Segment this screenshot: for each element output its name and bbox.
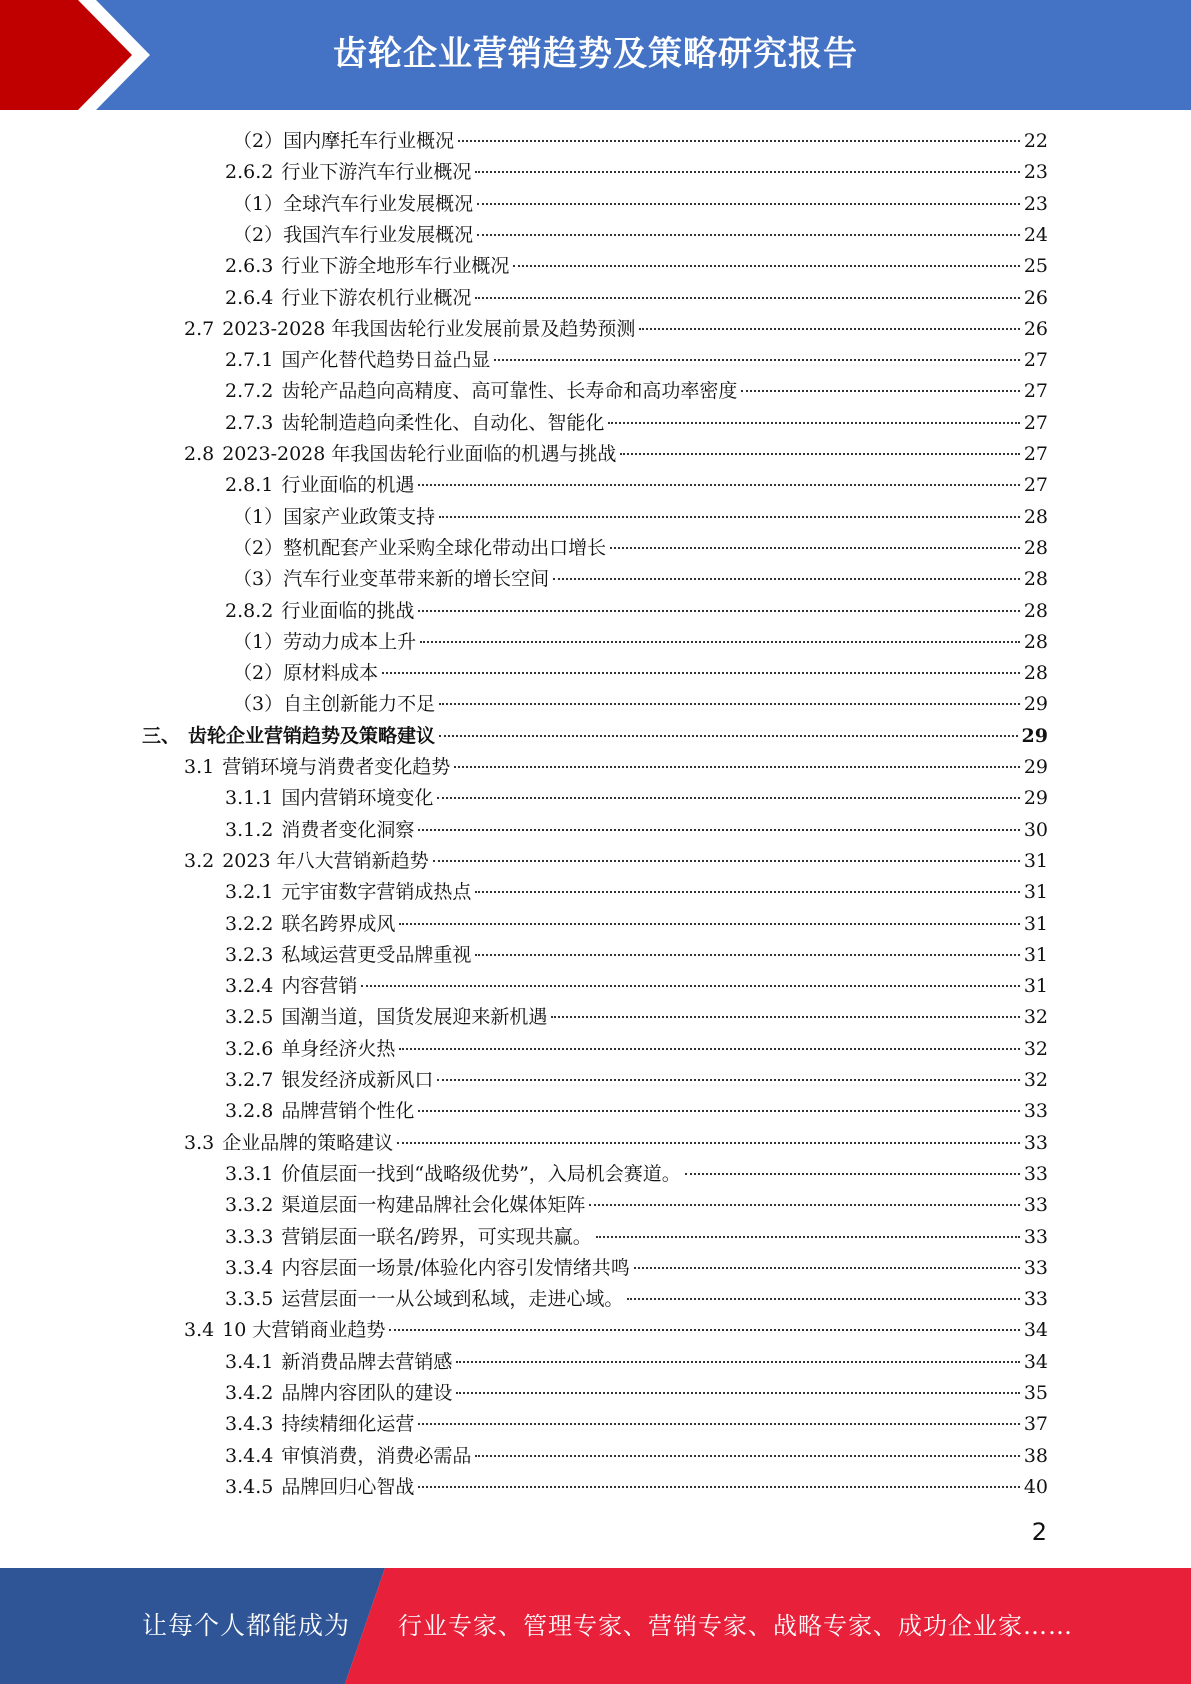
toc-entry[interactable] bbox=[184, 752, 1048, 783]
toc-entry-number: （2） bbox=[233, 662, 284, 685]
toc-entry[interactable] bbox=[225, 783, 1048, 814]
toc-entry-page: 33 bbox=[1023, 1288, 1048, 1311]
toc-dot-leader bbox=[608, 422, 1019, 424]
toc-entry-page: 26 bbox=[1023, 286, 1048, 309]
toc-entry-title: 自主创新能力不足 bbox=[283, 693, 436, 716]
toc-entry-number: （2） bbox=[233, 130, 284, 152]
toc-entry-page: 27 bbox=[1023, 349, 1048, 372]
toc-dot-leader bbox=[513, 265, 1019, 267]
toc-entry[interactable] bbox=[184, 1315, 1048, 1346]
toc-entry-title: 营销层面一联名/跨界，可实现共赢。 bbox=[281, 1225, 592, 1248]
toc-entry-number: （1） bbox=[233, 630, 284, 653]
toc-dot-leader bbox=[420, 641, 1020, 643]
toc-entry[interactable] bbox=[225, 596, 1048, 627]
toc-entry[interactable] bbox=[233, 126, 1048, 157]
toc-entry-page: 29 bbox=[1023, 693, 1048, 716]
toc-entry[interactable] bbox=[233, 564, 1048, 595]
toc-entry-number: 3.1.2 bbox=[225, 818, 274, 841]
toc-entry-title: 品牌营销个性化 bbox=[281, 1100, 415, 1123]
toc-entry-number: 3.4.4 bbox=[225, 1444, 274, 1467]
toc-entry[interactable] bbox=[225, 1347, 1048, 1378]
toc-dot-leader bbox=[458, 140, 1020, 142]
toc-dot-leader bbox=[627, 1298, 1019, 1300]
toc-entry-page: 31 bbox=[1023, 943, 1048, 966]
toc-entry-number: 3.2.2 bbox=[225, 912, 274, 935]
toc-dot-leader bbox=[475, 297, 1019, 299]
toc-dot-leader bbox=[399, 1048, 1019, 1050]
toc-entry-title: 行业面临的机遇 bbox=[281, 474, 415, 497]
toc-entry-title: 新消费品牌去营销感 bbox=[281, 1350, 453, 1373]
toc-entry-title: 元宇宙数字营销成热点 bbox=[281, 881, 472, 904]
toc-entry[interactable] bbox=[225, 251, 1048, 282]
toc-entry-number: （3） bbox=[233, 568, 284, 591]
toc-dot-leader bbox=[620, 453, 1019, 455]
toc-entry-title: 品牌内容团队的建设 bbox=[281, 1382, 453, 1404]
toc-entry-title: 2023-2028 年我国齿轮行业发展前景及趋势预测 bbox=[222, 317, 636, 340]
toc-entry-title: 品牌回归心智战 bbox=[281, 1475, 415, 1498]
toc-dot-leader bbox=[361, 985, 1019, 987]
toc-entry[interactable] bbox=[225, 1441, 1048, 1472]
toc-entry[interactable] bbox=[225, 283, 1048, 314]
toc-dot-leader bbox=[418, 1486, 1019, 1488]
toc-entry[interactable] bbox=[225, 408, 1048, 439]
toc-dot-leader bbox=[456, 1392, 1019, 1394]
toc-dot-leader bbox=[433, 860, 1020, 862]
toc-entry-number: 3.3.4 bbox=[225, 1256, 274, 1279]
toc-entry-number: 2.6.3 bbox=[225, 255, 274, 278]
toc-entry-title: 价值层面一找到“战略级优势”，入局机会赛道。 bbox=[281, 1162, 681, 1185]
toc-dot-leader bbox=[551, 1016, 1019, 1018]
toc-entry[interactable] bbox=[225, 470, 1048, 501]
toc-entry-number: 2.8 bbox=[184, 443, 215, 465]
toc-entry[interactable] bbox=[142, 721, 1048, 752]
toc-entry[interactable] bbox=[233, 658, 1048, 689]
toc-entry[interactable] bbox=[225, 1190, 1048, 1221]
toc-entry[interactable] bbox=[233, 189, 1048, 220]
toc-entry-page: 29 bbox=[1023, 787, 1048, 810]
toc-entry[interactable] bbox=[225, 376, 1048, 407]
toc-dot-leader bbox=[418, 610, 1019, 612]
toc-entry-title: 审慎消费，消费必需品 bbox=[281, 1444, 472, 1467]
toc-dot-leader bbox=[418, 484, 1019, 486]
toc-entry-page: 28 bbox=[1023, 505, 1048, 528]
toc-entry-title: 齿轮企业营销趋势及策略建议 bbox=[188, 724, 436, 747]
toc-dot-leader bbox=[456, 1361, 1019, 1363]
toc-entry-page: 28 bbox=[1023, 536, 1048, 559]
toc-entry-page: 33 bbox=[1023, 1100, 1048, 1123]
toc-entry-number: 3.4.5 bbox=[225, 1475, 274, 1498]
toc-entry-number: 3.3 bbox=[184, 1131, 215, 1154]
toc-entry-title: 营销环境与消费者变化趋势 bbox=[222, 756, 451, 778]
toc-dot-leader bbox=[382, 672, 1020, 674]
toc-entry-number: 2.6.4 bbox=[225, 286, 274, 309]
toc-entry-number: 3.4.2 bbox=[225, 1382, 274, 1404]
toc-entry-title: 国内摩托车行业概况 bbox=[283, 130, 455, 152]
toc-entry[interactable] bbox=[225, 1253, 1048, 1284]
toc-entry-number: 3.3.2 bbox=[225, 1194, 274, 1217]
toc-entry-title: 企业品牌的策略建议 bbox=[222, 1131, 394, 1154]
toc-dot-leader bbox=[475, 1455, 1019, 1457]
page-footer bbox=[0, 1568, 1191, 1684]
toc-entry-title: 渠道层面一构建品牌社会化媒体矩阵 bbox=[281, 1194, 586, 1217]
toc-entry-page: 33 bbox=[1023, 1256, 1048, 1279]
toc-entry-number: 2.8.2 bbox=[225, 599, 274, 622]
toc-entry-number: 3.2.4 bbox=[225, 975, 274, 998]
toc-entry-number: 3.2.1 bbox=[225, 881, 274, 904]
toc-dot-leader bbox=[418, 1110, 1019, 1112]
toc-entry-title: 国内营销环境变化 bbox=[281, 787, 434, 810]
toc-entry-title: 汽车行业变革带来新的增长空间 bbox=[283, 568, 550, 591]
toc-entry-number: （3） bbox=[233, 693, 284, 716]
toc-entry[interactable] bbox=[225, 815, 1048, 846]
toc-entry[interactable] bbox=[233, 533, 1048, 564]
toc-entry[interactable] bbox=[233, 220, 1048, 251]
toc-entry-page: 37 bbox=[1023, 1413, 1048, 1436]
toc-dot-leader bbox=[437, 797, 1019, 799]
toc-dot-leader bbox=[494, 359, 1019, 361]
toc-dot-leader bbox=[553, 578, 1020, 580]
toc-entry-number: 3.2.8 bbox=[225, 1100, 274, 1123]
toc-dot-leader bbox=[399, 923, 1019, 925]
toc-entry-page: 22 bbox=[1023, 130, 1048, 152]
toc-entry-title: 我国汽车行业发展概况 bbox=[283, 223, 474, 246]
toc-entry[interactable] bbox=[225, 1472, 1048, 1503]
toc-entry-page: 29 bbox=[1023, 756, 1048, 778]
toc-entry-number: 2.7.2 bbox=[225, 380, 274, 403]
toc-dot-leader bbox=[397, 1142, 1020, 1144]
toc-entry-number: 3.1.1 bbox=[225, 787, 274, 810]
toc-entry[interactable] bbox=[184, 314, 1048, 345]
toc-entry[interactable] bbox=[225, 1096, 1048, 1127]
toc-entry-number: 2.8.1 bbox=[225, 474, 274, 497]
toc-entry-page: 26 bbox=[1023, 317, 1048, 340]
toc-entry[interactable] bbox=[225, 345, 1048, 376]
toc-dot-leader bbox=[639, 328, 1019, 330]
toc-entry-page: 23 bbox=[1023, 161, 1048, 184]
toc-dot-leader bbox=[475, 891, 1019, 893]
toc-entry-page: 40 bbox=[1023, 1475, 1048, 1498]
toc-entry-number: 2.7.3 bbox=[225, 411, 274, 434]
toc-dot-leader bbox=[389, 1329, 1019, 1331]
toc-dot-leader bbox=[741, 390, 1019, 392]
toc-entry-page: 35 bbox=[1023, 1382, 1048, 1404]
toc-entry-page: 27 bbox=[1023, 411, 1048, 434]
toc-entry-title: 运营层面一一从公域到私域，走进心域。 bbox=[281, 1288, 624, 1311]
toc-entry-page: 31 bbox=[1023, 912, 1048, 935]
toc-entry-title: 单身经济火热 bbox=[281, 1037, 396, 1060]
toc-entry-page: 33 bbox=[1023, 1225, 1048, 1248]
toc-entry-page: 27 bbox=[1023, 443, 1048, 465]
toc-entry-title: 全球汽车行业发展概况 bbox=[283, 192, 474, 215]
toc-entry-page: 28 bbox=[1023, 662, 1048, 685]
toc-entry[interactable] bbox=[225, 877, 1048, 908]
toc-entry-number: 2.6.2 bbox=[225, 161, 274, 184]
toc-entry[interactable] bbox=[184, 846, 1048, 877]
toc-entry[interactable] bbox=[225, 1002, 1048, 1033]
toc-entry-title: 行业下游汽车行业概况 bbox=[281, 161, 472, 184]
toc-entry-page: 24 bbox=[1023, 223, 1048, 246]
toc-entry-title: 整机配套产业采购全球化带动出口增长 bbox=[283, 536, 607, 559]
toc-entry-page: 30 bbox=[1023, 818, 1048, 841]
toc-entry[interactable] bbox=[233, 627, 1048, 658]
toc-dot-leader bbox=[437, 1079, 1019, 1081]
toc-entry-page: 33 bbox=[1023, 1162, 1048, 1185]
toc-entry-title: 2023 年八大营销新趋势 bbox=[222, 849, 429, 872]
toc-entry[interactable] bbox=[225, 1034, 1048, 1065]
toc-entry-number: 3.4 bbox=[184, 1319, 215, 1342]
toc-entry-number: 2.7.1 bbox=[225, 349, 274, 372]
toc-dot-leader bbox=[610, 547, 1020, 549]
toc-entry[interactable] bbox=[233, 689, 1048, 720]
toc-entry-title: 银发经济成新风口 bbox=[281, 1069, 434, 1091]
toc-entry-title: 消费者变化洞察 bbox=[281, 818, 415, 841]
toc-entry-page: 31 bbox=[1023, 849, 1048, 872]
toc-entry-page: 27 bbox=[1023, 380, 1048, 403]
toc-dot-leader bbox=[596, 1236, 1020, 1238]
toc-entry-page: 25 bbox=[1023, 255, 1048, 278]
toc-entry-number: 三、 bbox=[142, 724, 181, 747]
toc-entry-page: 29 bbox=[1021, 724, 1048, 747]
toc-entry-page: 31 bbox=[1023, 881, 1048, 904]
toc-entry-title: 行业下游全地形车行业概况 bbox=[281, 255, 510, 278]
toc-entry-page: 32 bbox=[1023, 1069, 1048, 1091]
toc-entry-title: 原材料成本 bbox=[283, 662, 379, 685]
toc-dot-leader bbox=[477, 234, 1020, 236]
toc-entry[interactable] bbox=[225, 1378, 1048, 1409]
toc-entry-number: 3.3.1 bbox=[225, 1162, 274, 1185]
page-header bbox=[0, 0, 1191, 110]
toc-entry-number: 3.2.5 bbox=[225, 1006, 274, 1029]
toc-entry-page: 31 bbox=[1023, 975, 1048, 998]
toc-dot-leader bbox=[477, 203, 1020, 205]
toc-entry-number: 3.1 bbox=[184, 756, 215, 778]
toc-dot-leader bbox=[439, 516, 1020, 518]
toc-entry-title: 国家产业政策支持 bbox=[283, 505, 436, 528]
toc-dot-leader bbox=[634, 1267, 1020, 1269]
toc-dot-leader bbox=[418, 829, 1019, 831]
toc-entry-number: （2） bbox=[233, 223, 284, 246]
toc-entry[interactable] bbox=[225, 971, 1048, 1002]
toc-dot-leader bbox=[439, 703, 1020, 705]
toc-entry-page: 38 bbox=[1023, 1444, 1048, 1467]
toc-dot-leader bbox=[589, 1204, 1019, 1206]
page-number: 2 bbox=[1031, 1518, 1047, 1546]
toc-entry-page: 34 bbox=[1023, 1319, 1048, 1342]
toc-entry-title: 私域运营更受品牌重视 bbox=[281, 943, 472, 966]
toc-entry-number: 3.2.7 bbox=[225, 1069, 274, 1091]
toc-entry-page: 23 bbox=[1023, 192, 1048, 215]
toc-entry-number: 3.3.3 bbox=[225, 1225, 274, 1248]
toc-dot-leader bbox=[418, 1423, 1019, 1425]
toc-entry-title: 10 大营销商业趋势 bbox=[222, 1319, 386, 1342]
toc-entry-title: 内容层面一场景/体验化内容引发情绪共鸣 bbox=[281, 1256, 630, 1279]
toc-entry-page: 34 bbox=[1023, 1350, 1048, 1373]
toc-entry-number: 2.7 bbox=[184, 317, 215, 340]
toc-entry-title: 2023-2028 年我国齿轮行业面临的机遇与挑战 bbox=[222, 443, 617, 465]
report-title: 齿轮企业营销趋势及策略研究报告 bbox=[333, 34, 858, 74]
toc-entry[interactable] bbox=[233, 502, 1048, 533]
toc-entry[interactable] bbox=[225, 1065, 1048, 1096]
toc-entry-title: 内容营销 bbox=[281, 975, 358, 998]
footer-slogan-left: 让每个人都能成为 bbox=[142, 1611, 351, 1640]
toc-entry-number: （1） bbox=[233, 192, 284, 215]
toc-entry-page: 32 bbox=[1023, 1037, 1048, 1060]
toc-entry-page: 33 bbox=[1023, 1131, 1048, 1154]
toc-entry[interactable] bbox=[184, 1128, 1048, 1159]
toc-entry-title: 劳动力成本上升 bbox=[283, 630, 417, 653]
toc-entry-title: 齿轮产品趋向高精度、高可靠性、长寿命和高功率密度 bbox=[281, 380, 738, 403]
toc-entry-title: 持续精细化运营 bbox=[281, 1413, 415, 1436]
toc-entry[interactable] bbox=[225, 1409, 1048, 1440]
toc-entry-number: 3.2.6 bbox=[225, 1037, 274, 1060]
toc-entry[interactable] bbox=[225, 940, 1048, 971]
footer-slogan-right: 行业专家、管理专家、营销专家、战略专家、成功企业家…… bbox=[398, 1612, 1073, 1640]
toc-entry-number: 3.3.5 bbox=[225, 1288, 274, 1311]
toc-entry-title: 行业面临的挑战 bbox=[281, 599, 415, 622]
toc-dot-leader bbox=[475, 171, 1019, 173]
toc-entry-title: 国产化替代趋势日益凸显 bbox=[281, 349, 491, 372]
toc-entry-number: （1） bbox=[233, 505, 284, 528]
toc-entry[interactable] bbox=[225, 909, 1048, 940]
toc-entry[interactable] bbox=[225, 157, 1048, 188]
toc-entry[interactable] bbox=[225, 1222, 1048, 1253]
toc-dot-leader bbox=[439, 735, 1018, 737]
toc-entry-number: 3.2 bbox=[184, 849, 215, 872]
toc-entry-page: 28 bbox=[1023, 568, 1048, 591]
toc-entry-title: 联名跨界成风 bbox=[281, 912, 396, 935]
toc-entry-page: 28 bbox=[1023, 630, 1048, 653]
toc-entry-number: （2） bbox=[233, 536, 284, 559]
toc-dot-leader bbox=[685, 1173, 1020, 1175]
toc-entry-page: 27 bbox=[1023, 474, 1048, 497]
toc-entry-page: 33 bbox=[1023, 1194, 1048, 1217]
toc-entry[interactable] bbox=[184, 439, 1048, 470]
toc-entry[interactable] bbox=[225, 1284, 1048, 1315]
toc-entry-page: 32 bbox=[1023, 1006, 1048, 1029]
toc-entry-title: 齿轮制造趋向柔性化、自动化、智能化 bbox=[281, 411, 605, 434]
toc-entry[interactable] bbox=[225, 1159, 1048, 1190]
toc-entry-number: 3.2.3 bbox=[225, 943, 274, 966]
toc-entry-number: 3.4.3 bbox=[225, 1413, 274, 1436]
toc-entry-title: 国潮当道，国货发展迎来新机遇 bbox=[281, 1006, 548, 1029]
toc-dot-leader bbox=[454, 766, 1020, 768]
toc-entry-page: 28 bbox=[1023, 599, 1048, 622]
toc-entry-title: 行业下游农机行业概况 bbox=[281, 286, 472, 309]
toc-dot-leader bbox=[475, 954, 1019, 956]
toc-entry-number: 3.4.1 bbox=[225, 1350, 274, 1373]
